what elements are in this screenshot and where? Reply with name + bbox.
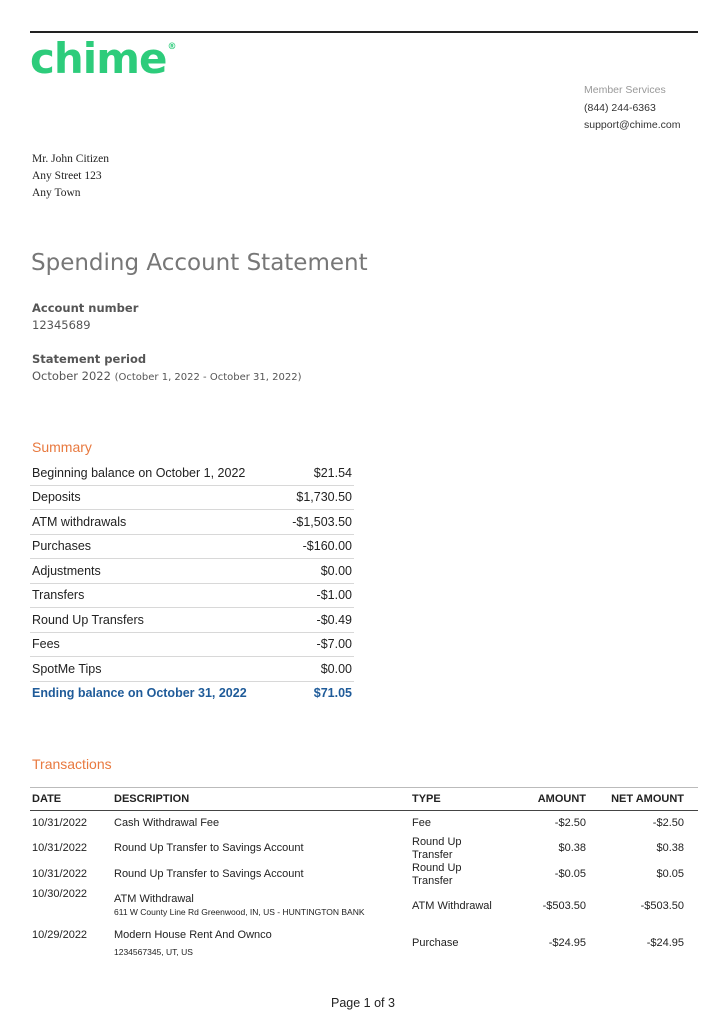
table-cell: -$2.50	[554, 817, 586, 829]
table-cell: Round Up Transfer to Savings Account	[114, 842, 304, 854]
account-number-value: 12345689	[32, 318, 91, 332]
col-description: DESCRIPTION	[114, 793, 190, 805]
summary-value: -$1.00	[316, 588, 352, 603]
table-cell: Cash Withdrawal Fee	[114, 817, 220, 829]
summary-value: -$160.00	[302, 539, 352, 554]
summary-label: Purchases	[32, 539, 92, 554]
table-cell: 10/31/2022	[32, 817, 88, 829]
table-row	[30, 928, 698, 962]
address-name: Mr. John Citizen	[32, 153, 109, 165]
summary-row	[30, 559, 354, 584]
summary-value: $21.54	[313, 465, 352, 480]
account-number-label: Account number	[32, 301, 139, 315]
type-cell: Round Up Transfer	[412, 836, 462, 861]
statement-period-label: Statement period	[32, 352, 147, 366]
summary-row	[30, 657, 354, 682]
member-services-heading: Member Services	[584, 84, 666, 96]
summary-value: $0.00	[320, 661, 352, 676]
summary-row	[30, 633, 354, 658]
summary-row	[30, 584, 354, 609]
summary-value: $0.00	[320, 563, 352, 578]
summary-label: SpotMe Tips	[32, 661, 102, 676]
table-row	[30, 888, 698, 922]
member-services-block	[584, 82, 684, 135]
table-cell: ATM Withdrawal	[114, 893, 194, 905]
ending-balance-row	[30, 682, 354, 706]
col-type: TYPE	[412, 793, 441, 805]
summary-label: Deposits	[32, 490, 81, 505]
summary-value: -$1,503.50	[292, 514, 352, 529]
summary-row	[30, 535, 354, 560]
table-row	[30, 836, 698, 862]
summary-label: ATM withdrawals	[32, 514, 127, 529]
table-cell: -$0.05	[554, 868, 586, 880]
summary-table	[30, 461, 354, 705]
member-services-email: support@chime.com	[584, 119, 681, 131]
table-cell: Modern House Rent And Ownco	[114, 929, 272, 941]
summary-value: $1,730.50	[296, 490, 352, 505]
summary-value: $71.05	[313, 686, 352, 701]
table-cell: $0.38	[656, 842, 684, 854]
table-cell: -$24.95	[548, 937, 586, 949]
summary-value: -$0.49	[316, 612, 352, 627]
transactions-heading: Transactions	[32, 756, 112, 772]
table-cell: 10/29/2022	[32, 929, 88, 941]
chime-logo: chime®	[30, 34, 176, 83]
table-cell: Purchase	[412, 937, 459, 949]
table-cell: 1234567345, UT, US	[114, 947, 193, 957]
table-cell: $0.38	[558, 842, 586, 854]
table-cell: 611 W County Line Rd Greenwood, IN, US - HUNTINGTON BANK	[114, 907, 365, 917]
summary-label: Beginning balance on October 1, 2022	[32, 465, 246, 480]
table-cell: -$503.50	[542, 900, 586, 912]
col-amount: AMOUNT	[537, 793, 586, 805]
summary-label: Ending balance on October 31, 2022	[32, 686, 247, 701]
summary-row	[30, 608, 354, 633]
type-cell: Round Up Transfer	[412, 862, 462, 887]
table-cell: 10/31/2022	[32, 842, 88, 854]
table-cell: -$24.95	[646, 937, 684, 949]
table-cell: Round Up Transfer to Savings Account	[114, 868, 304, 880]
table-cell: 10/30/2022	[32, 888, 88, 900]
statement-title: Spending Account Statement	[31, 250, 368, 276]
page-number: Page 1 of 3	[331, 996, 395, 1010]
address-town: Any Town	[32, 187, 81, 199]
col-date: DATE	[32, 793, 62, 805]
summary-value: -$7.00	[316, 637, 352, 652]
table-cell: -$503.50	[640, 900, 684, 912]
table-cell: 10/31/2022	[32, 868, 88, 880]
table-cell: Fee	[412, 817, 431, 829]
mailing-address	[32, 151, 109, 202]
col-net-amount: NET AMOUNT	[611, 793, 684, 805]
summary-row	[30, 461, 354, 486]
summary-label: Fees	[32, 637, 60, 652]
statement-period-value: October 2022 (October 1, 2022 - October 31, 2022)	[32, 369, 302, 383]
table-cell: $0.05	[656, 868, 684, 880]
member-services-phone: (844) 244-6363	[584, 101, 656, 114]
summary-heading: Summary	[32, 439, 92, 455]
summary-row	[30, 486, 354, 511]
header-rule	[30, 31, 698, 33]
table-cell: ATM Withdrawal	[412, 900, 492, 912]
table-row	[30, 862, 698, 888]
transactions-header	[30, 787, 698, 811]
summary-label: Round Up Transfers	[32, 612, 144, 627]
address-street: Any Street 123	[32, 170, 102, 182]
summary-label: Transfers	[32, 588, 85, 603]
table-cell: -$2.50	[652, 817, 684, 829]
summary-row	[30, 510, 354, 535]
summary-label: Adjustments	[32, 563, 101, 578]
